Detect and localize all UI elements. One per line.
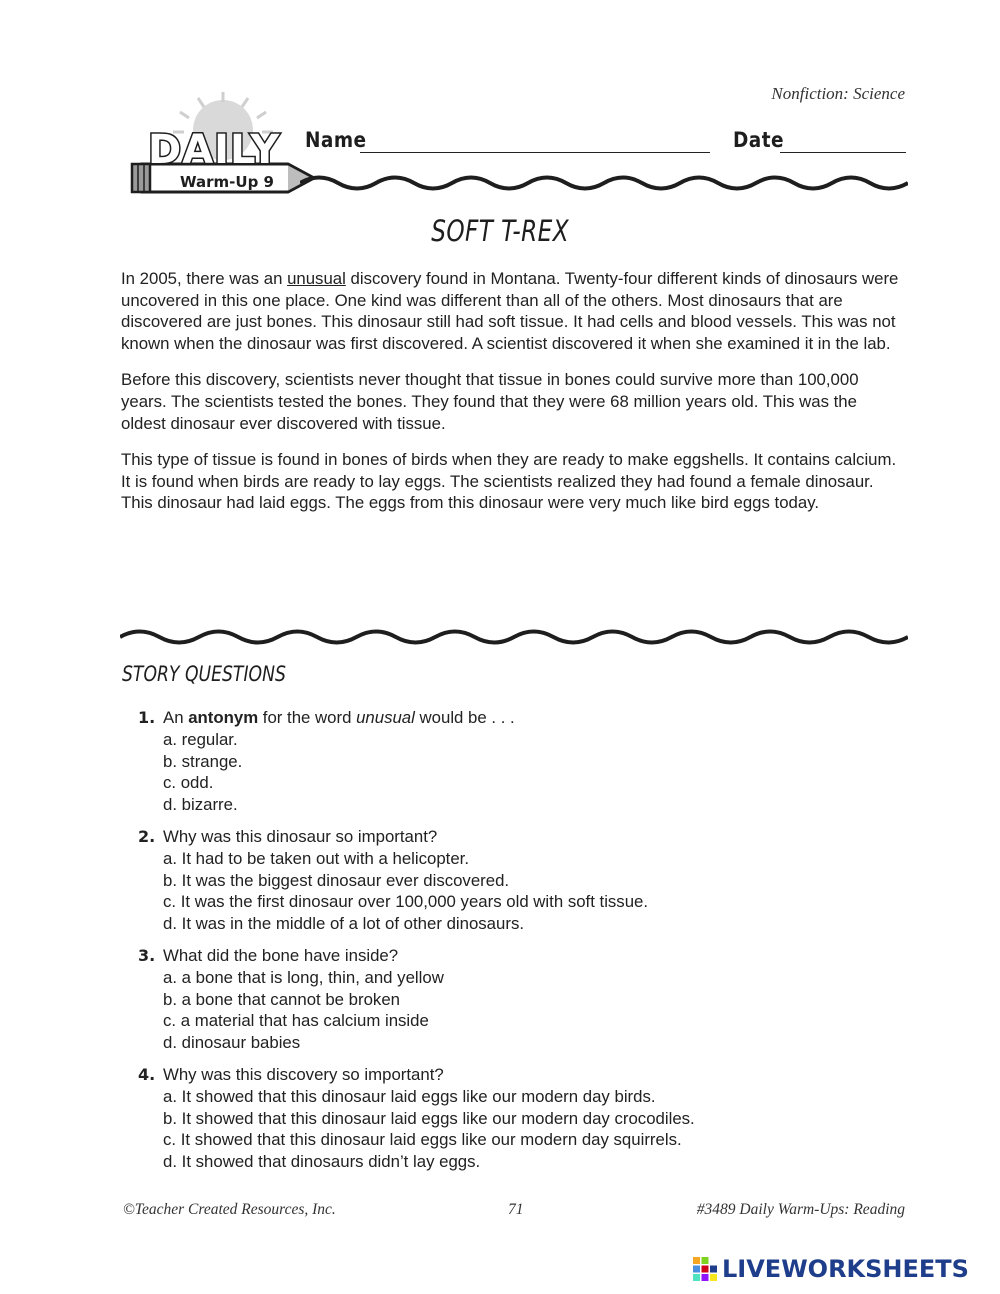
category-label: Nonfiction: Science — [771, 84, 905, 103]
liveworksheets-logo-icon — [692, 1256, 718, 1282]
name-label: Name — [305, 128, 367, 152]
date-field[interactable] — [780, 152, 906, 153]
question-number: 2. — [138, 826, 156, 846]
underlined-word: unusual — [287, 269, 346, 288]
answer-option[interactable]: c. It was the first dinosaur over 100,000 years old with soft tissue. — [163, 892, 649, 912]
question-3 — [138, 945, 908, 1054]
questions-heading-text: STORY QUESTIONS — [122, 662, 286, 686]
passage-text: In 2005, there was an — [121, 269, 288, 288]
passage — [121, 268, 906, 529]
answer-option[interactable]: b. It was the biggest dinosaur ever discovered. — [163, 870, 510, 890]
question-1 — [138, 707, 908, 816]
logo-word: DAILY — [148, 127, 281, 173]
answer-option[interactable]: d. It showed that dinosaurs didn’t lay eggs. — [163, 1152, 481, 1172]
wavy-divider-top — [300, 172, 908, 194]
name-field[interactable] — [360, 152, 710, 153]
answer-option[interactable]: c. a material that has calcium inside — [163, 1011, 429, 1031]
daily-warmup-logo — [128, 90, 318, 202]
footer-copyright: ©Teacher Created Resources, Inc. — [123, 1201, 336, 1218]
answer-option[interactable]: c. odd. — [163, 773, 214, 793]
passage-paragraph-2: Before this discovery, scientists never thought that tissue in bones could survive more than 100,000 years. The scientists tested the bones. They found that they were 68 million years old. This was the oldest dinosaur ever discovered with tissue. — [121, 370, 859, 433]
answer-option[interactable]: b. It showed that this dinosaur laid eggs like our modern day crocodiles. — [163, 1108, 695, 1128]
wavy-divider-middle — [120, 626, 908, 648]
logo-sub: Warm-Up 9 — [180, 173, 274, 191]
answer-option[interactable]: a. regular. — [163, 729, 238, 749]
footer-book-title: #3489 Daily Warm-Ups: Reading — [696, 1201, 905, 1218]
date-label: Date — [733, 128, 784, 152]
answer-option[interactable]: d. dinosaur babies — [163, 1033, 301, 1053]
answer-option[interactable]: d. bizarre. — [163, 795, 238, 815]
question-text: What did the bone have inside? — [163, 945, 399, 965]
question-number: 1. — [138, 708, 156, 727]
answer-option[interactable]: b. strange. — [163, 751, 243, 771]
questions-list — [138, 707, 908, 1183]
answer-option[interactable]: b. a bone that cannot be broken — [163, 989, 400, 1009]
answer-option[interactable]: a. a bone that is long, thin, and yellow — [163, 967, 444, 987]
question-number: 4. — [138, 1064, 156, 1084]
passage-paragraph-1 — [121, 268, 906, 354]
liveworksheets-text: LIVEWORKSHEETS — [722, 1255, 969, 1283]
questions-heading — [122, 662, 322, 686]
answer-option[interactable]: d. It was in the middle of a lot of other dinosaurs. — [163, 914, 524, 934]
question-number: 3. — [138, 945, 156, 965]
answer-option[interactable]: a. It had to be taken out with a helicopter. — [163, 848, 469, 868]
footer-page-number: 71 — [508, 1201, 524, 1218]
question-4 — [138, 1064, 908, 1173]
question-2 — [138, 826, 908, 935]
question-text: An antonym for the word unusual would be . . . — [163, 708, 515, 727]
liveworksheets-watermark[interactable] — [692, 1252, 969, 1286]
passage-paragraph-3: This type of tissue is found in bones of birds when they are ready to make eggshells. It contains calcium. It is found when birds are ready to lay eggs. The scientists realized they had found a female dinosaur. This dinosaur had laid eggs. The eggs from this dinosaur were very much like bird eggs today. — [121, 450, 897, 513]
page-title-text: SOFT T-REX — [431, 214, 569, 248]
passage-text: discovery found in Montana. Twenty-four different kinds of dinosaurs were uncovered in this one place. One kind was different than all of the others. Most dinosaurs that are discovered are just bones. This dinosaur still had soft tissue. It had cells and blood vessels. This was not known when the dinosaur was first discovered. A scientist discovered it when she examined it in the lab. — [121, 269, 899, 353]
question-text: Why was this discovery so important? — [163, 1064, 444, 1084]
page-title — [0, 214, 1000, 248]
answer-option[interactable]: c. It showed that this dinosaur laid eggs like our modern day squirrels. — [163, 1130, 682, 1150]
answer-option[interactable]: a. It showed that this dinosaur laid eggs like our modern day birds. — [163, 1086, 656, 1106]
question-text: Why was this dinosaur so important? — [163, 826, 438, 846]
